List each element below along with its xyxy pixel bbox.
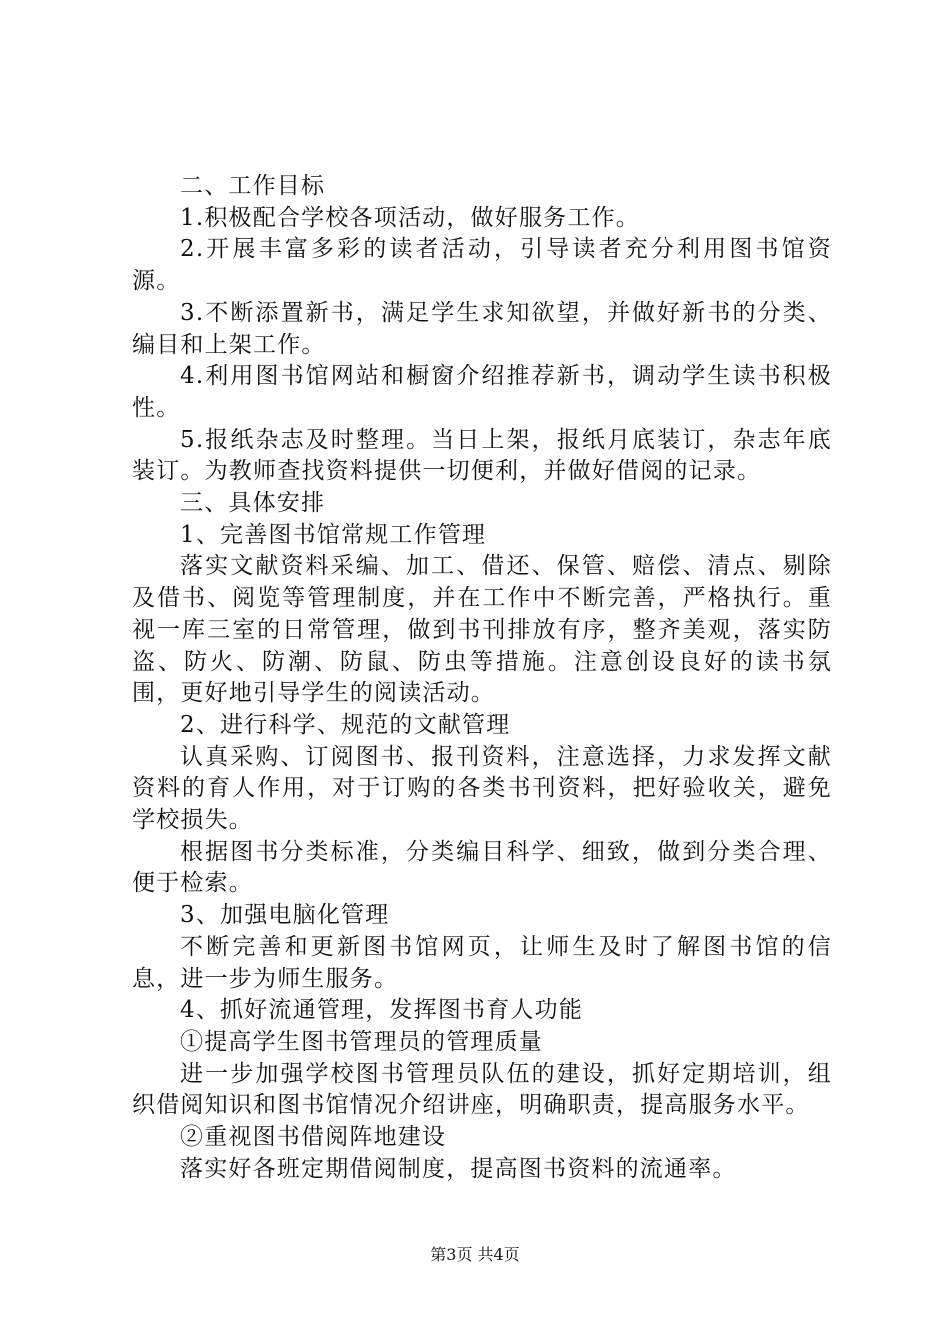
goal-item-5: 5.报纸杂志及时整理。当日上架，报纸月底装订，杂志年底装订。为教师查找资料提供一切便利，并做好借阅的记录。 <box>132 426 832 485</box>
document-body <box>132 171 832 1186</box>
paragraph-librarian-training: 进一步加强学校图书管理员队伍的建设，抓好定期培训，组织借阅知识和图书馆情况介绍讲座，明确职责，提高服务水平。 <box>132 1060 832 1119</box>
subitem-lending-base: ②重视图书借阅阵地建设 <box>180 1124 447 1151</box>
section-heading-goals: 二、工作目标 <box>180 173 326 199</box>
paragraph-website: 不断完善和更新图书馆网页，让师生及时了解图书馆的信息，进一步为师生服务。 <box>132 933 832 992</box>
paragraph-class-lending: 落实好各班定期借阅制度，提高图书资料的流通率。 <box>180 1155 737 1182</box>
subheading-circulation: 4、抓好流通管理，发挥图书育人功能 <box>180 997 584 1024</box>
goal-item-4: 4.利用图书馆网站和橱窗介绍推荐新书，调动学生读书积极性。 <box>132 363 832 421</box>
subheading-document-management: 2、进行科学、规范的文献管理 <box>180 711 511 738</box>
goal-item-2: 2.开展丰富多彩的读者活动，引导读者充分利用图书馆资源。 <box>132 236 832 295</box>
paragraph-routine-management: 落实文献资料采编、加工、借还、保管、赔偿、清点、剔除及借书、阅览等管理制度，并在工作中不断完善，严格执行。重视一库三室的日常管理，做到书刊排放有序，整齐美观，落实防盗、防火、防潮、防鼠、防虫等措施。注意创设良好的读书氛围，更好地引导学生的阅读活动。 <box>132 553 832 707</box>
paragraph-classification: 根据图书分类标准，分类编目科学、细致，做到分类合理、便于检索。 <box>132 838 832 897</box>
section-heading-arrangements: 三、具体安排 <box>180 490 326 517</box>
goal-item-3: 3.不断添置新书，满足学生求知欲望，并做好新书的分类、编目和上架工作。 <box>132 299 832 358</box>
subitem-student-librarians: ①提高学生图书管理员的管理质量 <box>180 1028 543 1055</box>
subheading-routine-management: 1、完善图书馆常规工作管理 <box>180 521 487 548</box>
subheading-computerization: 3、加强电脑化管理 <box>180 902 390 929</box>
goal-item-1: 1.积极配合学校各项活动，做好服务工作。 <box>180 204 640 231</box>
paragraph-procurement: 认真采购、订阅图书、报刊资料，注意选择，力求发挥文献资料的育人作用，对于订购的各类书刊资料，把好验收关，避免学校损失。 <box>132 743 832 834</box>
page-number-footer: 第3页 共4页 <box>430 1245 520 1264</box>
